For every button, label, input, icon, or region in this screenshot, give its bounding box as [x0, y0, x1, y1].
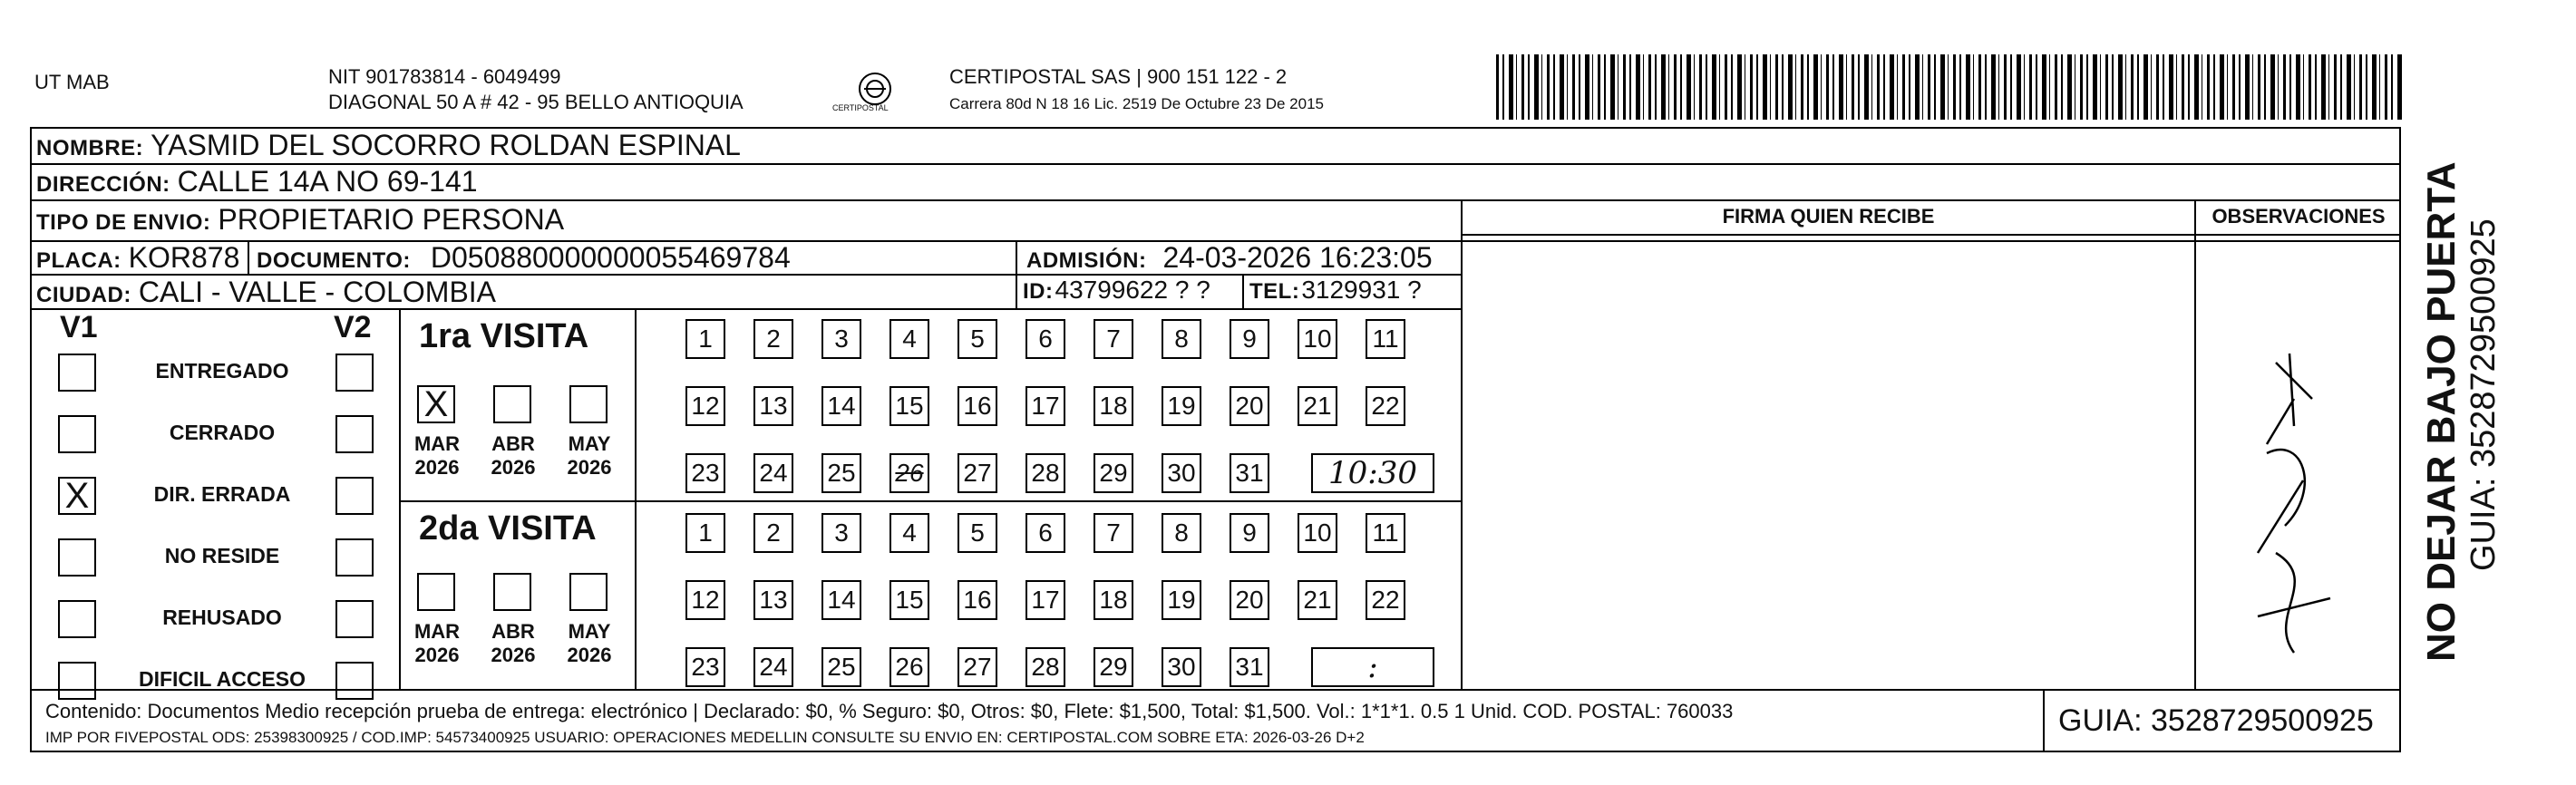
id-value: 43799622 ? ? [1055, 276, 1210, 304]
day-box[interactable]: 10 [1298, 513, 1337, 553]
company-license: Carrera 80d N 18 16 Lic. 2519 De Octubre 23 De 2015 [949, 95, 1324, 112]
day-box[interactable]: 28 [1026, 453, 1065, 493]
v2-heading: V2 [334, 310, 372, 344]
status-v1-checkbox[interactable] [58, 600, 96, 638]
admision-label: ADMISIÓN: [1026, 248, 1147, 273]
month-year: 2026 [567, 456, 612, 479]
day-box[interactable]: 31 [1230, 453, 1269, 493]
hour-box[interactable]: : [1311, 647, 1434, 687]
day-box[interactable]: 29 [1094, 647, 1133, 687]
row-line [399, 500, 1461, 502]
day-box[interactable]: 17 [1026, 580, 1065, 620]
direccion-value: CALLE 14A NO 69-141 [177, 165, 478, 198]
day-box[interactable]: 16 [957, 386, 997, 426]
visit1-title: 1ra VISITA [419, 317, 589, 355]
day-box[interactable]: 7 [1094, 513, 1133, 553]
day-box[interactable]: 9 [1230, 513, 1269, 553]
observaciones-signature [2203, 344, 2367, 671]
admision-value: 24-03-2026 16:23:05 [1162, 241, 1433, 274]
day-box[interactable]: 15 [889, 580, 929, 620]
day-box[interactable]: 19 [1162, 580, 1201, 620]
day-box[interactable]: 13 [753, 386, 793, 426]
col-line [635, 308, 637, 689]
day-box[interactable]: 12 [685, 580, 725, 620]
day-box[interactable]: 23 [685, 647, 725, 687]
header-address: DIAGONAL 50 A # 42 - 95 BELLO ANTIOQUIA [328, 91, 744, 113]
day-box[interactable]: 7 [1094, 319, 1133, 359]
day-box[interactable]: 17 [1026, 386, 1065, 426]
status-label: ENTREGADO [155, 359, 289, 383]
day-box[interactable]: 21 [1298, 580, 1337, 620]
col-line [1242, 274, 1244, 308]
admision-field [1026, 241, 1433, 275]
day-box[interactable]: 1 [685, 319, 725, 359]
col-line [1016, 240, 1017, 308]
footer-content: Contenido: Documentos Medio recepción prueba de entrega: electrónico | Declarado: $0, % Seguro: $0, Otros: $0, Flete: $1,500, Total: $1,500. Vol.: 1*1*1. 0.5 1 Unid. COD. POSTAL: 760033 [45, 700, 1734, 722]
documento-field [257, 241, 791, 275]
day-box[interactable]: 21 [1298, 386, 1337, 426]
day-box[interactable]: 30 [1162, 453, 1201, 493]
documento-label: DOCUMENTO: [257, 248, 411, 273]
id-field [1023, 276, 1210, 305]
month-year: 2026 [414, 644, 460, 666]
day-box[interactable]: 1 [685, 513, 725, 553]
placa-field [36, 241, 239, 275]
month-checkbox[interactable] [493, 573, 531, 611]
day-box[interactable]: 25 [821, 453, 861, 493]
month-year: 2026 [414, 456, 460, 479]
tel-value: 3129931 ? [1301, 276, 1422, 304]
day-box[interactable]: 5 [957, 513, 997, 553]
nit: NIT 901783814 - 6049499 [328, 65, 561, 88]
col-line [248, 240, 249, 274]
footer-imp: IMP POR FIVEPOSTAL ODS: 25398300925 / COD.IMP: 54573400925 USUARIO: OPERACIONES MEDELLIN CONSULTE SU ENVIO EN: CERTIPOSTAL.COM SOBRE ETA: 2026-03-26 D+2 [45, 729, 1365, 746]
day-box[interactable]: 18 [1094, 580, 1133, 620]
placa-label: PLACA: [36, 248, 122, 273]
ciudad-field [36, 276, 496, 309]
status-v2-checkbox[interactable] [335, 662, 374, 700]
month-label: MAY [568, 432, 611, 455]
day-box[interactable]: 29 [1094, 453, 1133, 493]
month-label: ABR [491, 432, 535, 455]
day-box[interactable]: 24 [753, 453, 793, 493]
day-box[interactable]: 15 [889, 386, 929, 426]
status-v2-checkbox[interactable] [335, 538, 374, 577]
day-box[interactable]: 30 [1162, 647, 1201, 687]
month-year: 2026 [491, 456, 536, 479]
side-guia: GUIA: 3528729500925 [2464, 218, 2503, 571]
day-box[interactable]: 25 [821, 647, 861, 687]
status-v1-checkbox[interactable] [58, 415, 96, 453]
status-v1-checkbox[interactable] [58, 354, 96, 392]
status-label: DIFICIL ACCESO [138, 667, 306, 691]
tel-field [1249, 276, 1422, 305]
day-box[interactable]: 4 [889, 513, 929, 553]
day-box[interactable]: 2 [753, 513, 793, 553]
month-checkbox[interactable] [417, 573, 455, 611]
month-checkbox[interactable] [569, 573, 608, 611]
day-box[interactable]: 23 [685, 453, 725, 493]
day-box[interactable]: 22 [1366, 580, 1405, 620]
month-checkbox[interactable] [569, 385, 608, 423]
status-v1-checkbox[interactable]: X [58, 477, 96, 515]
observaciones-heading: OBSERVACIONES [2211, 205, 2386, 228]
status-v2-checkbox[interactable] [335, 354, 374, 392]
row-line [30, 689, 2401, 691]
day-box[interactable]: 6 [1026, 513, 1065, 553]
day-box[interactable]: 14 [821, 580, 861, 620]
status-label: DIR. ERRADA [153, 482, 291, 506]
ciudad-value: CALI - VALLE - COLOMBIA [138, 276, 497, 308]
day-box[interactable]: 2 [753, 319, 793, 359]
day-box[interactable]: 28 [1026, 647, 1065, 687]
day-box[interactable]: 13 [753, 580, 793, 620]
tipo-value: PROPIETARIO PERSONA [218, 203, 565, 236]
day-box[interactable]: 27 [957, 453, 997, 493]
day-box[interactable]: 18 [1094, 386, 1133, 426]
col-line [1461, 199, 1463, 689]
month-label: MAR [413, 620, 461, 643]
side-warning: NO DEJAR BAJO PUERTA [2419, 161, 2464, 662]
tipo-row [36, 203, 564, 237]
v1-heading: V1 [60, 310, 98, 344]
company-name: CERTIPOSTAL SAS | 900 151 122 - 2 [949, 65, 1288, 88]
status-v2-checkbox[interactable] [335, 477, 374, 515]
status-v1-checkbox[interactable] [58, 538, 96, 577]
day-box[interactable]: 19 [1162, 386, 1201, 426]
logo-text: CERTIPOSTAL [832, 103, 889, 112]
col-line [2043, 689, 2045, 752]
month-label: MAR [413, 432, 461, 455]
tel-label: TEL: [1249, 279, 1300, 304]
day-box[interactable]: 4 [889, 319, 929, 359]
row-line [1461, 234, 2401, 236]
day-box[interactable]: 8 [1162, 513, 1201, 553]
placa-value: KOR878 [128, 241, 240, 274]
day-box[interactable]: 24 [753, 647, 793, 687]
day-box[interactable]: 20 [1230, 386, 1269, 426]
nombre-row [36, 129, 741, 162]
day-box[interactable]: 3 [821, 319, 861, 359]
firma-heading: FIRMA QUIEN RECIBE [1722, 205, 1935, 228]
day-box[interactable]: 27 [957, 647, 997, 687]
month-checkbox[interactable] [493, 385, 531, 423]
day-box[interactable]: 11 [1366, 513, 1405, 553]
day-box[interactable]: 3 [821, 513, 861, 553]
day-box[interactable]: 26 [889, 453, 929, 493]
day-box[interactable]: 8 [1162, 319, 1201, 359]
footer-guia: GUIA: 3528729500925 [2058, 703, 2374, 738]
visit2-title: 2da VISITA [419, 509, 597, 548]
tipo-label: TIPO DE ENVIO: [36, 210, 211, 235]
day-box[interactable]: 22 [1366, 386, 1405, 426]
day-box[interactable]: 6 [1026, 319, 1065, 359]
row-line [30, 199, 2401, 201]
day-box[interactable]: 20 [1230, 580, 1269, 620]
day-box[interactable]: 5 [957, 319, 997, 359]
col-line [399, 308, 401, 689]
day-box[interactable]: 16 [957, 580, 997, 620]
status-label: CERRADO [169, 421, 276, 444]
status-v1-checkbox[interactable] [58, 662, 96, 700]
month-year: 2026 [491, 644, 536, 666]
day-box[interactable]: 11 [1366, 319, 1405, 359]
documento-value: D050880000000055469784 [430, 241, 791, 274]
direccion-label: DIRECCIÓN: [36, 172, 170, 197]
day-box[interactable]: 12 [685, 386, 725, 426]
col-line [2194, 199, 2196, 689]
nombre-value: YASMID DEL SOCORRO ROLDAN ESPINAL [151, 129, 741, 161]
month-label: ABR [491, 620, 535, 643]
month-year: 2026 [567, 644, 612, 666]
status-v2-checkbox[interactable] [335, 600, 374, 638]
day-box[interactable]: 10 [1298, 319, 1337, 359]
month-label: MAY [568, 620, 611, 643]
nombre-label: NOMBRE: [36, 136, 144, 160]
status-v2-checkbox[interactable] [335, 415, 374, 453]
status-label: REHUSADO [162, 606, 282, 629]
day-box[interactable]: 9 [1230, 319, 1269, 359]
month-checkbox[interactable]: X [417, 385, 455, 423]
barcode [1496, 54, 2403, 120]
day-box[interactable]: 14 [821, 386, 861, 426]
office-code: UT MAB [34, 71, 110, 93]
hour-box[interactable]: 10:30 [1311, 453, 1434, 493]
status-label: NO RESIDE [164, 544, 280, 567]
day-box[interactable]: 26 [889, 647, 929, 687]
direccion-row [36, 165, 478, 199]
ciudad-label: CIUDAD: [36, 283, 131, 307]
id-label: ID: [1023, 279, 1054, 304]
postal-logo-icon [857, 71, 893, 107]
day-box[interactable]: 31 [1230, 647, 1269, 687]
